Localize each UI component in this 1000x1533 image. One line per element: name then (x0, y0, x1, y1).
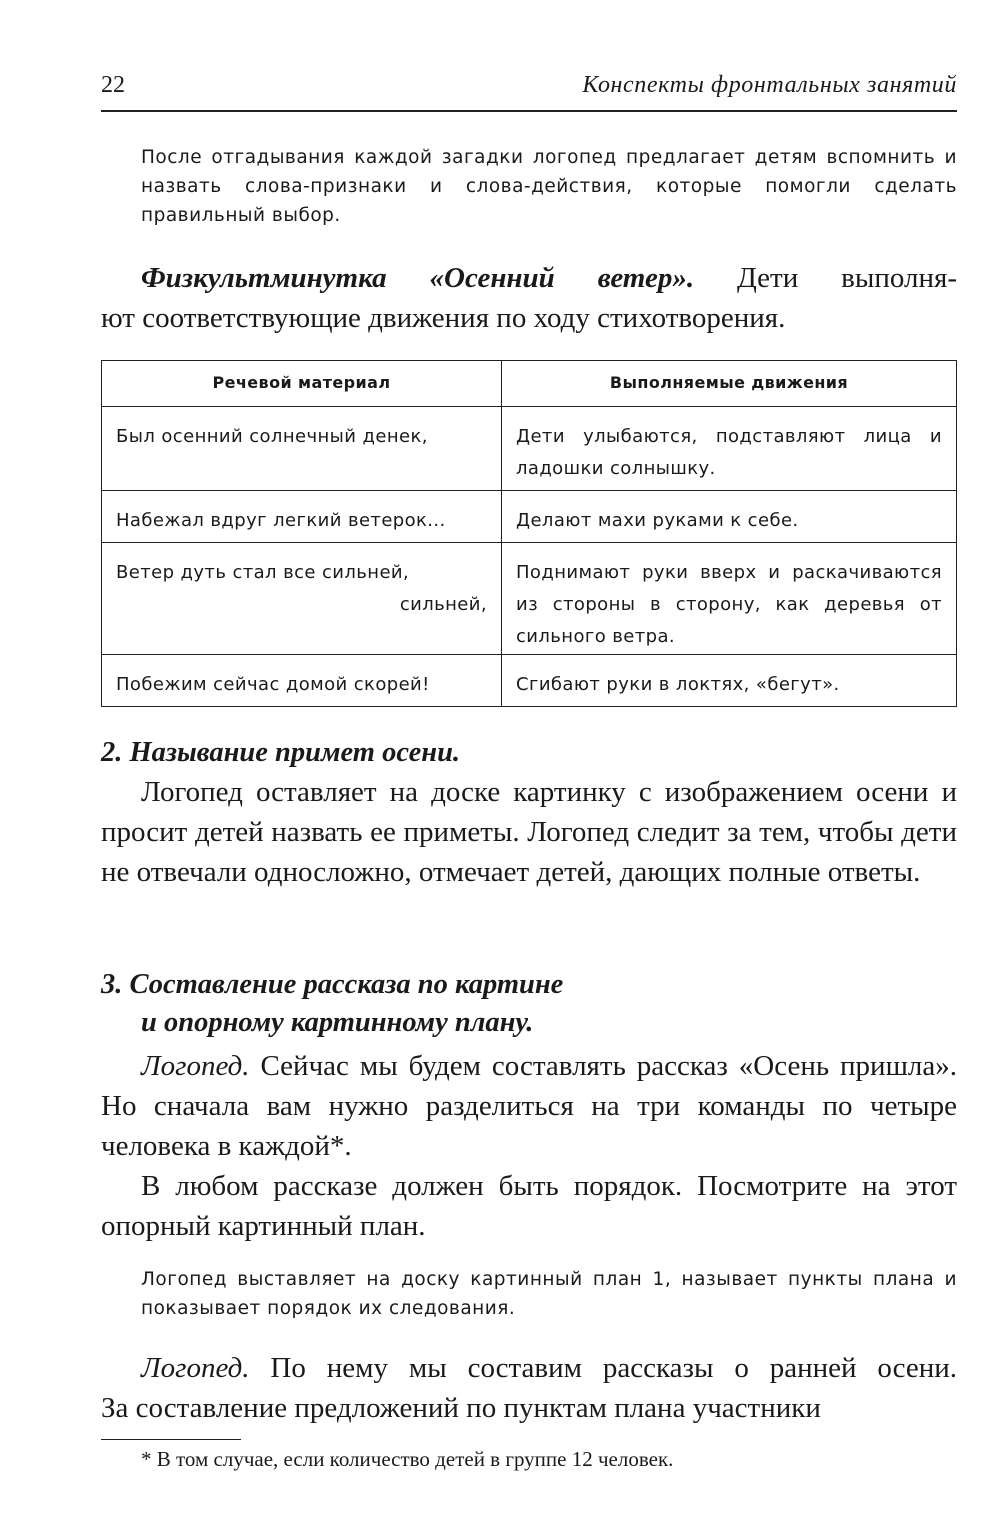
section-2-heading: 2. Называние примет осени. (101, 737, 461, 768)
table-row (102, 543, 957, 655)
fizminutka-text-1: Дети выполня- (694, 262, 957, 294)
table-cell-movement: Поднимают руки вверх и раскачиваются из стороны в сторону, как деревья от сильного ветра. (502, 543, 957, 655)
table-row (102, 655, 957, 707)
paragraph-text: По нему мы составим рассказы о ранней осени. (249, 1352, 957, 1384)
table-row (102, 491, 957, 543)
table-cell-speech-line: Ветер дуть стал все сильней, (116, 562, 410, 583)
table-cell-speech: Был осенний солнечный денек, (102, 407, 502, 491)
section-3-paragraph-2: В любом рассказе должен быть порядок. Посмотрите на этот опорный картинный план. (101, 1170, 957, 1242)
table-header-movement: Выполняемые движения (502, 361, 957, 407)
page-number: 22 (101, 72, 125, 98)
fizminutka-line-2: ют соответствующие движения по ходу стихотворения. (101, 302, 786, 334)
section-3-note: Логопед выставляет на доску картинный план 1, называет пункты плана и показывает порядок их следования. (141, 1269, 957, 1319)
section-3-heading-line-2: и опорному картинному плану. (141, 1007, 534, 1038)
table-cell-speech: Набежал вдруг легкий ветерок... (102, 491, 502, 543)
section-3-heading-line-1: 3. Составление рассказа по картине (101, 969, 564, 1000)
fizminutka-title: Физкультминутка «Осенний ветер». (141, 262, 695, 294)
fizminutka-line-1 (141, 258, 957, 298)
table-header-speech: Речевой материал (102, 361, 502, 407)
table-cell-speech: Побежим сейчас домой скорей! (102, 655, 502, 707)
paragraph-text: Сейчас мы будем составлять рассказ «Осень пришла». Но сначала вам нужно разделиться на три команды по четыре человека в каждой*. (101, 1050, 957, 1162)
section-3-paragraph-3 (141, 1348, 957, 1388)
speaker-label: Логопед. (141, 1352, 250, 1384)
fizminutka-paragraph (141, 258, 957, 298)
section-2-text: Логопед оставляет на доске картинку с изображением осени и просит детей назвать ее приметы. Логопед следит за тем, чтобы дети не отвечали односложно, отмечает детей, дающих полные ответы. (101, 776, 957, 888)
verse-movement-table (101, 360, 957, 707)
running-header (101, 72, 957, 112)
section-3-paragraph-1 (101, 1046, 957, 1166)
table-row (102, 407, 957, 491)
footnote: * В том случае, если количество детей в группе 12 человек. (141, 1447, 674, 1471)
table-cell-movement: Сгибают руки в локтях, «бегут». (502, 655, 957, 707)
footnote-divider (101, 1439, 241, 1440)
paragraph-3-line-1 (141, 1348, 957, 1388)
table-cell-speech (102, 543, 502, 655)
paragraph-3-line-2: За составление предложений по пунктам плана участники (101, 1392, 821, 1424)
table-cell-movement: Делают махи руками к себе. (502, 491, 957, 543)
table-header-row (102, 361, 957, 407)
running-title: Конспекты фронтальных занятий (582, 72, 957, 98)
intro-note: После отгадывания каждой загадки логопед предлагает детям вспомнить и назвать слова-признаки и слова-действия, которые помогли сделать правильный выбор. (141, 147, 957, 226)
table-cell-movement: Дети улыбаются, подставляют лица и ладошки солнышку. (502, 407, 957, 491)
speaker-label: Логопед. (141, 1050, 250, 1082)
table-cell-speech-cont: сильней, (399, 594, 487, 615)
